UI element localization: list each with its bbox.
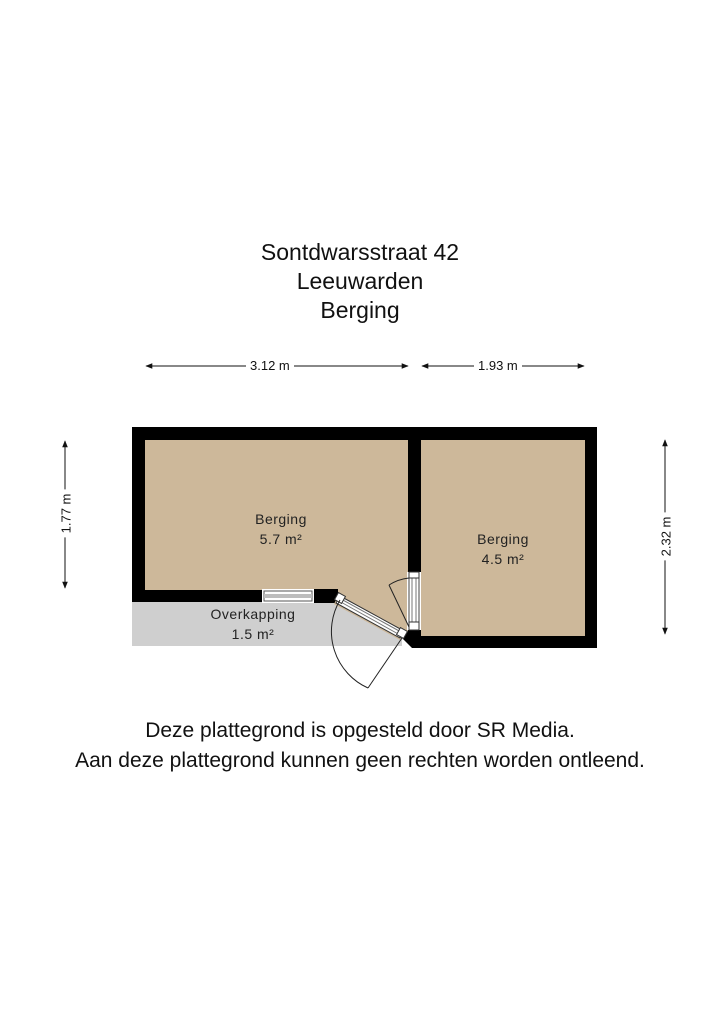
dimension-left: 1.77 m <box>58 490 73 538</box>
dimension-top-left: 3.12 m <box>246 358 294 373</box>
room-label-berging-right <box>453 529 553 569</box>
dimension-top-right: 1.93 m <box>474 358 522 373</box>
inner-door-frame <box>409 572 419 630</box>
room-name: Berging <box>477 531 529 547</box>
room-label-overkapping <box>193 604 313 644</box>
room-area: 4.5 m² <box>481 551 525 567</box>
room-area: 1.5 m² <box>231 626 275 642</box>
room-name: Overkapping <box>210 606 296 622</box>
room-label-berging-left <box>231 509 331 549</box>
dimension-right: 2.32 m <box>658 513 673 561</box>
floor-subtitle: Berging <box>320 297 400 323</box>
address-title: Sontdwarsstraat 42 <box>260 239 460 265</box>
room-name: Berging <box>255 511 307 527</box>
room-area: 5.7 m² <box>259 531 303 547</box>
disclaimer-line-1: Deze plattegrond is opgesteld door SR Media. <box>145 719 575 742</box>
city-title: Leeuwarden <box>296 268 424 294</box>
disclaimer-line-2: Aan deze plattegrond kunnen geen rechten worden ontleend. <box>75 749 645 772</box>
